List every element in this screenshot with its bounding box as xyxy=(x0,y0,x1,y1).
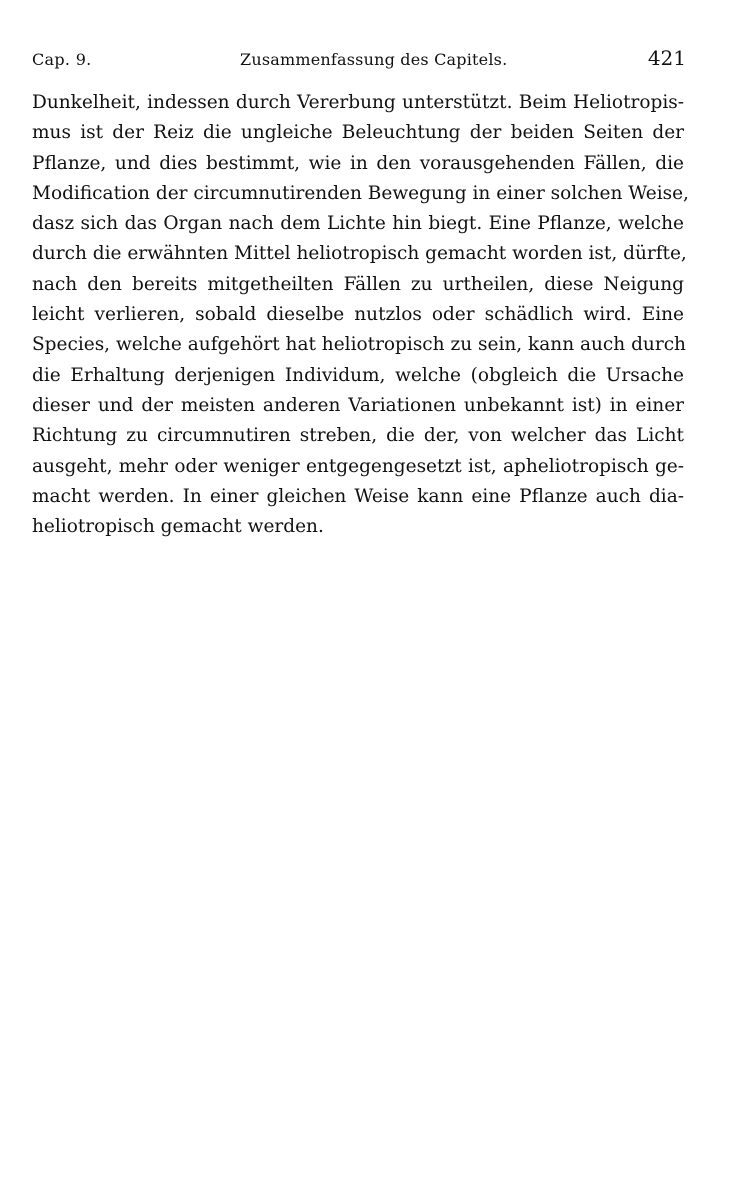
text-line: Dunkelheit, indessen durch Vererbung unterstützt. Beim Heliotropis- xyxy=(32,92,684,113)
text-line: Richtung zu circumnutiren streben, die der, von welcher das Licht xyxy=(32,425,684,447)
text-line: nach den bereits mitgetheilten Fällen zu urtheilen, diese Neigung xyxy=(32,273,684,295)
text-line: heliotropisch gemacht werden. xyxy=(32,516,324,538)
body-paragraph xyxy=(32,88,689,542)
running-header xyxy=(32,46,686,74)
text-line: dasz sich das Organ nach dem Lichte hin biegt. Eine Pflanze, welche xyxy=(32,213,684,235)
section-title: Zusammenfassung des Capitels. xyxy=(240,50,508,69)
text-line: ausgeht, mehr oder weniger entgegengesetzt ist, apheliotropisch ge- xyxy=(32,455,684,477)
text-line: Species, welche aufgehört hat heliotropisch zu sein, kann auch durch xyxy=(32,334,686,356)
chapter-label: Cap. 9. xyxy=(32,50,92,69)
page-number: 421 xyxy=(647,46,686,70)
text-line: Pflanze, und dies bestimmt, wie in den vorausgehenden Fällen, die xyxy=(32,152,684,174)
text-line: dieser und der meisten anderen Variationen unbekannt ist) in einer xyxy=(32,394,684,416)
text-line: die Erhaltung derjenigen Individum, welche (obgleich die Ursache xyxy=(32,364,684,386)
text-line: macht werden. In einer gleichen Weise kann eine Pflanze auch dia- xyxy=(32,485,684,507)
text-line: durch die erwähnten Mittel heliotropisch gemacht worden ist, dürfte, xyxy=(32,243,687,265)
text-line: leicht verlieren, sobald dieselbe nutzlos oder schädlich wird. Eine xyxy=(32,304,684,326)
text-line: Modification der circumnutirenden Bewegung in einer solchen Weise, xyxy=(32,182,689,204)
text-line: mus ist der Reiz die ungleiche Beleuchtung der beiden Seiten der xyxy=(32,122,684,144)
